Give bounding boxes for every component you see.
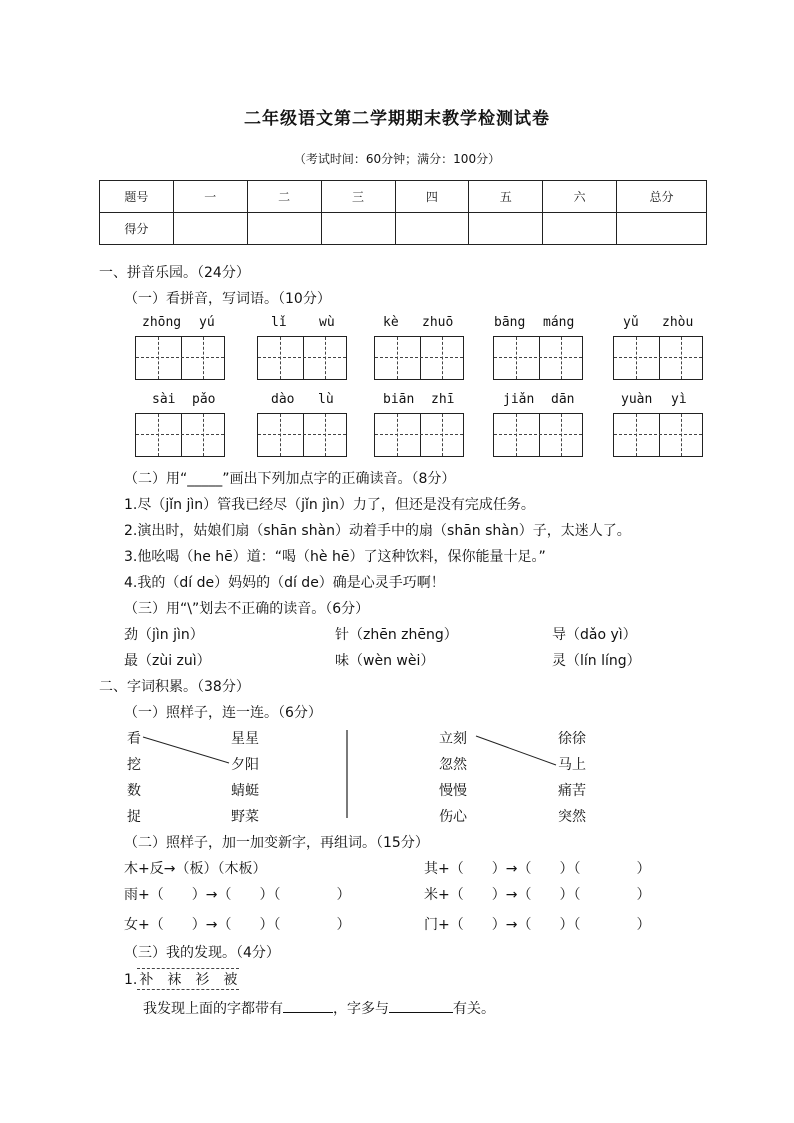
pinyin-label: kè <box>383 315 399 330</box>
section2-part3-heading: （三）我的发现。（4分） <box>124 945 280 961</box>
pinyin-label: jiǎn <box>503 392 535 407</box>
pinyin-label: máng <box>543 315 575 330</box>
example-line <box>143 737 229 763</box>
pinyin-label: sài <box>152 392 176 407</box>
match-word[interactable]: 蜻蜓 <box>231 783 259 799</box>
question-item: 3.他吆喝（he hē）道：“喝（hè hē）了这种饮料，保你能量十足。” <box>124 549 546 565</box>
sentence-part: ，字多与 <box>333 1001 389 1017</box>
discovery-chars: 补 袜 衫 被 <box>137 968 239 990</box>
add-char-row[interactable]: 女+（ ）→（ ）（ ） <box>124 917 351 933</box>
match-word[interactable]: 夕阳 <box>231 757 259 773</box>
match-word[interactable]: 挖 <box>127 757 141 773</box>
add-char-row[interactable]: 米+（ ）→（ ）（ ） <box>424 887 651 903</box>
exam-title: 二年级语文第二学期期末教学检测试卷 <box>244 109 550 129</box>
reading-item: 针（zhēn zhēng） <box>335 627 458 643</box>
match-word[interactable]: 捉 <box>127 809 141 825</box>
section1-part2-heading: （二）用“_____”画出下列加点字的正确读音。（8分） <box>124 471 456 487</box>
pinyin-label: yuàn <box>621 392 653 407</box>
table-cell: 总分 <box>617 181 707 213</box>
section2-part1-heading: （一）照样子，连一连。（6分） <box>124 705 322 721</box>
discovery-item <box>124 968 239 990</box>
section2-heading: 二、字词积累。（38分） <box>99 679 250 695</box>
pinyin-label: pǎo <box>192 392 216 407</box>
example-row: 木+反→（板）（木板） <box>124 861 267 877</box>
question-item: 4.我的（dí de）妈妈的（dí de）确是心灵手巧啊！ <box>124 575 445 591</box>
section1-part1-heading: （一）看拼音，写词语。（10分） <box>124 291 331 307</box>
table-cell: 三 <box>321 181 395 213</box>
table-cell: 五 <box>469 181 543 213</box>
pinyin-label: wù <box>319 315 335 330</box>
reading-item: 灵（lín líng） <box>552 653 641 669</box>
match-word[interactable]: 忽然 <box>439 757 467 773</box>
pinyin-label: yì <box>671 392 687 407</box>
exam-subtitle: （考试时间：60分钟；满分：100分） <box>293 152 501 166</box>
match-word[interactable]: 数 <box>127 783 141 799</box>
answer-blank[interactable] <box>389 998 453 1013</box>
table-cell: 四 <box>395 181 469 213</box>
section2-part2-heading: （二）照样子，加一加变新字，再组词。（15分） <box>124 835 429 851</box>
pinyin-label: zhōng <box>142 315 182 330</box>
item-number: 1. <box>124 972 138 988</box>
answer-blank[interactable] <box>283 998 333 1013</box>
pinyin-label: lǐ <box>271 315 287 330</box>
question-item: 2.演出时，姑娘们扇（shān shàn）动着手中的扇（shān shàn）子，太迷人了。 <box>124 523 631 539</box>
table-cell: 二 <box>247 181 321 213</box>
section1-heading: 一、拼音乐园。（24分） <box>99 265 250 281</box>
match-word[interactable]: 星星 <box>231 731 259 747</box>
sentence-part: 有关。 <box>453 1001 495 1017</box>
table-cell: 题号 <box>100 181 174 213</box>
match-word[interactable]: 慢慢 <box>439 783 467 799</box>
pinyin-label: biān <box>383 392 415 407</box>
match-word[interactable]: 立刻 <box>439 731 467 747</box>
add-char-row[interactable]: 雨+（ ）→（ ）（ ） <box>124 887 351 903</box>
match-word[interactable]: 突然 <box>558 809 586 825</box>
add-char-row[interactable]: 其+（ ）→（ ）（ ） <box>424 861 651 877</box>
sentence-part: 我发现上面的字都带有 <box>143 1001 283 1017</box>
pinyin-label: yú <box>199 315 215 330</box>
section1-part3-heading: （三）用“\”划去不正确的读音。（6分） <box>124 601 370 617</box>
pinyin-label: zhī <box>431 392 455 407</box>
table-cell: 六 <box>543 181 617 213</box>
pinyin-label: zhòu <box>662 315 694 330</box>
reading-item: 导（dǎo yì） <box>552 627 637 643</box>
table-cell: 得分 <box>100 213 174 245</box>
match-word[interactable]: 痛苦 <box>558 783 586 799</box>
match-word[interactable]: 野菜 <box>231 809 259 825</box>
pinyin-label: yǔ <box>623 315 639 330</box>
table-cell: 一 <box>173 181 247 213</box>
match-word[interactable]: 徐徐 <box>558 731 586 747</box>
match-word[interactable]: 伤心 <box>439 809 467 825</box>
match-word[interactable]: 看 <box>127 731 141 747</box>
reading-item: 劲（jìn jìn） <box>124 627 204 643</box>
pinyin-label: lù <box>318 392 334 407</box>
pinyin-label: bāng <box>494 315 526 330</box>
reading-item: 味（wèn wèi） <box>335 653 435 669</box>
discovery-sentence <box>143 998 495 1018</box>
question-item: 1.尽（jǐn jìn）管我已经尽（jǐn jìn）力了，但还是没有完成任务。 <box>124 497 535 513</box>
pinyin-label: dào <box>271 392 295 407</box>
pinyin-label: dān <box>551 392 575 407</box>
add-char-row[interactable]: 门+（ ）→（ ）（ ） <box>424 917 651 933</box>
pinyin-label: zhuō <box>422 315 454 330</box>
reading-item: 最（zùi zuì） <box>124 653 211 669</box>
match-word[interactable]: 马上 <box>558 757 586 773</box>
example-line <box>476 736 556 765</box>
